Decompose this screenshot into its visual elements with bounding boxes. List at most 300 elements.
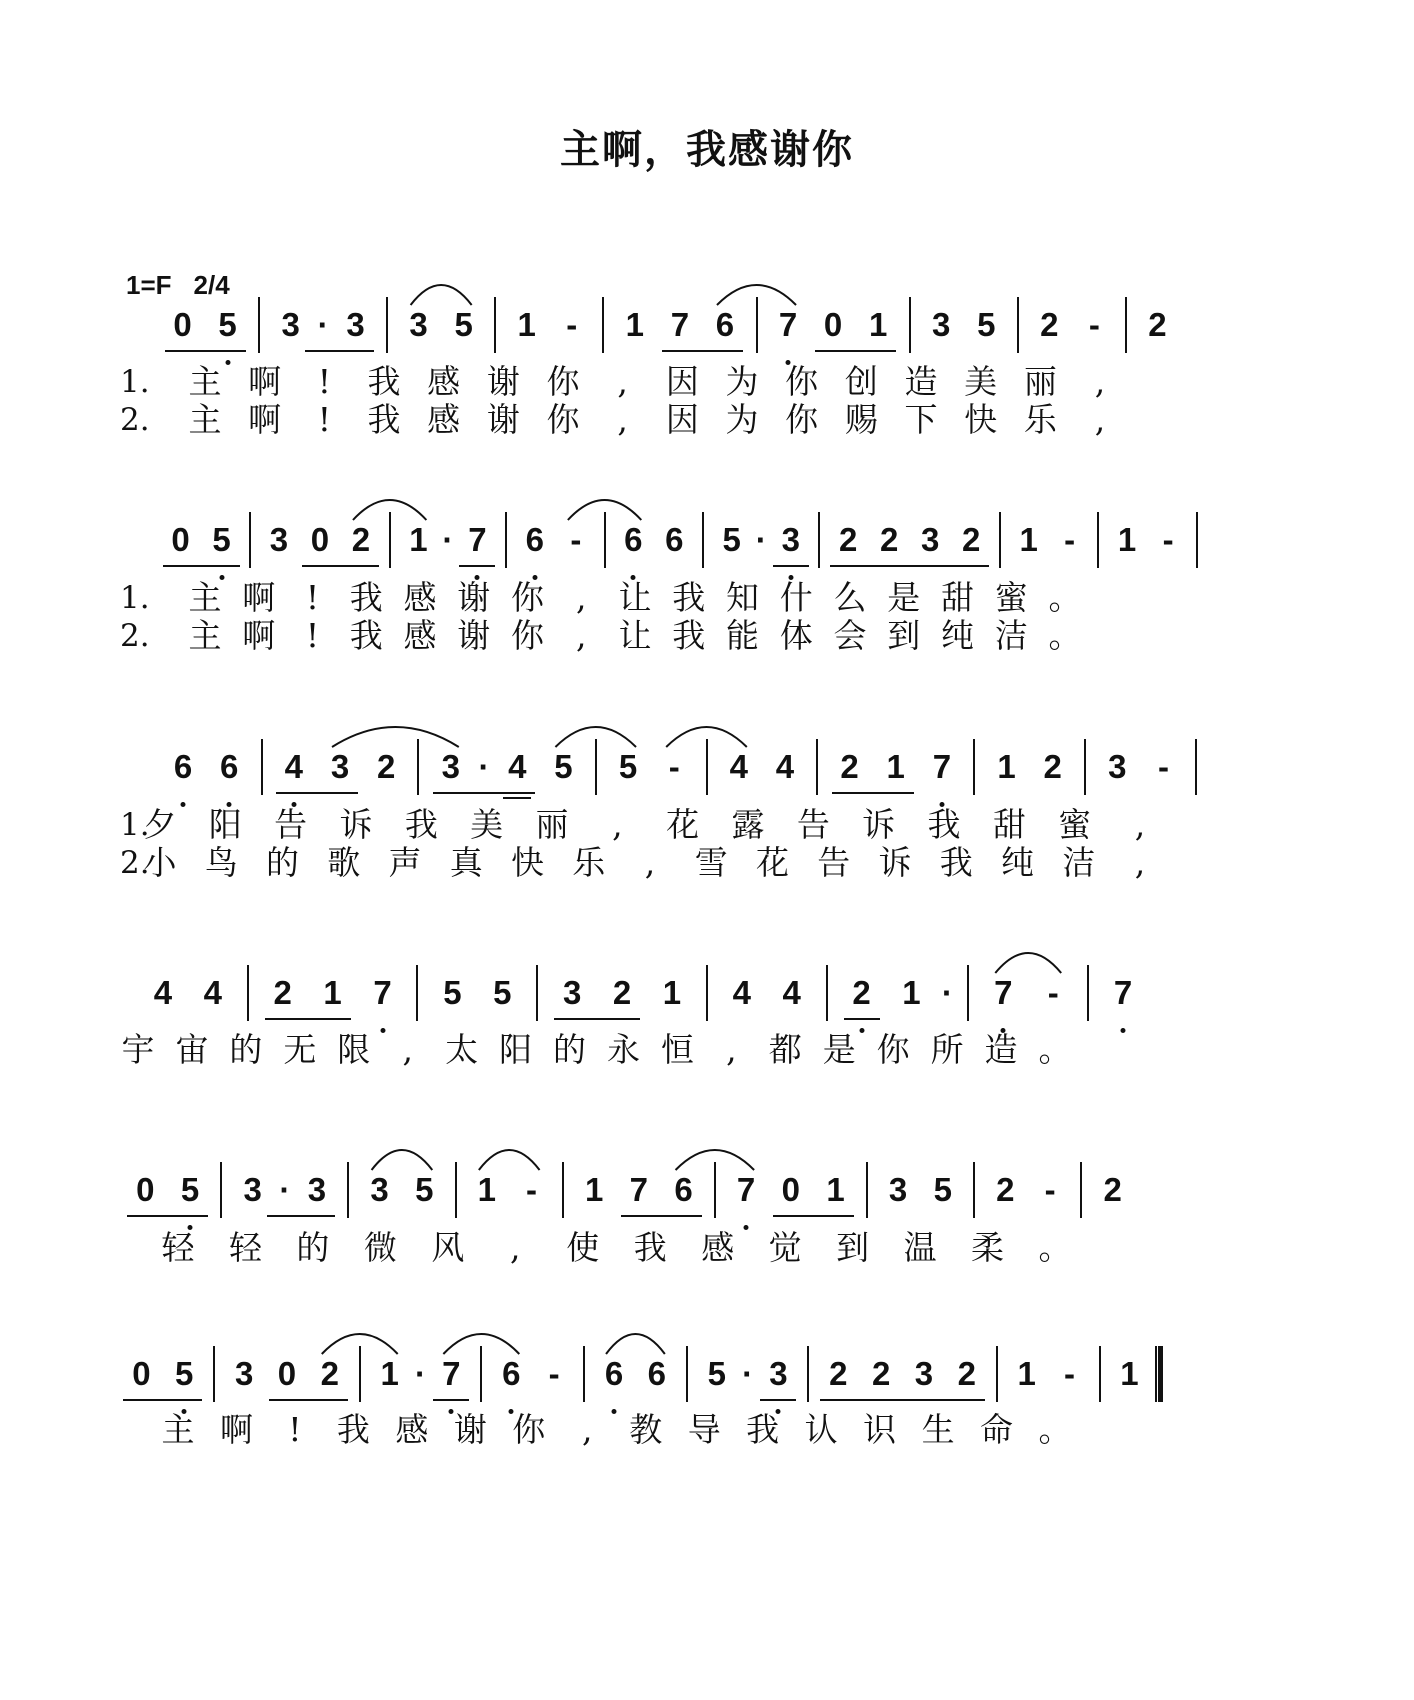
note: 5 bbox=[722, 521, 741, 558]
note: 4 bbox=[775, 748, 795, 785]
note: 6 bbox=[220, 748, 239, 785]
lyric-char: 柔 bbox=[971, 1228, 1005, 1267]
lyric-char: 无 bbox=[283, 1030, 317, 1069]
dash-extension: - bbox=[668, 748, 680, 785]
eighth-beam bbox=[433, 792, 535, 794]
lyric-char: 赐 bbox=[844, 400, 878, 439]
note: 0 bbox=[171, 521, 190, 558]
tie-layer bbox=[0, 275, 1414, 315]
lyric-char: 露 bbox=[731, 805, 765, 844]
lyric-char: 啊 bbox=[242, 616, 276, 655]
lyric-char: ! bbox=[305, 616, 320, 655]
dash-extension: - bbox=[1044, 1171, 1056, 1208]
lyric-char: 花 bbox=[756, 843, 789, 882]
note: 1 bbox=[1117, 521, 1137, 558]
tie-layer bbox=[0, 1324, 1414, 1364]
lyric-char: 感 bbox=[427, 362, 461, 401]
eighth-beam bbox=[773, 1215, 854, 1217]
lyric-char: 是 bbox=[822, 1030, 856, 1069]
lyric-char: 快 bbox=[511, 843, 544, 882]
dash-extension: - bbox=[1088, 306, 1100, 343]
lyric-char: 告 bbox=[796, 805, 830, 844]
lyric-char: 你 bbox=[546, 362, 580, 401]
note: 5 bbox=[618, 748, 638, 785]
lyric-char: 能 bbox=[726, 616, 759, 655]
eighth-beam bbox=[276, 792, 358, 794]
note: 5 bbox=[175, 1355, 194, 1392]
lyric-char: ! bbox=[317, 362, 331, 401]
note: 2 bbox=[962, 521, 981, 558]
tie-arc bbox=[666, 727, 747, 747]
lyric-char: 主 bbox=[188, 400, 222, 439]
lyric-char: 。 bbox=[1048, 616, 1082, 655]
lyric-char: 蜜 bbox=[1058, 805, 1092, 844]
lyric-char: 创 bbox=[844, 362, 878, 401]
eighth-beam bbox=[830, 565, 989, 567]
lyric-char: 真 bbox=[449, 843, 483, 882]
note: 5 bbox=[218, 306, 237, 343]
lyric-char: 鸟 bbox=[204, 843, 238, 882]
note: 1 bbox=[517, 306, 536, 343]
note: 7 bbox=[442, 1355, 461, 1392]
notation-line bbox=[0, 747, 1414, 807]
note: 0 bbox=[277, 1355, 297, 1392]
lyric-line bbox=[0, 362, 1414, 402]
eighth-beam bbox=[844, 1018, 880, 1020]
lyric-char: 花 bbox=[666, 805, 700, 844]
note: 2 bbox=[351, 521, 371, 558]
lyric-char: 洁 bbox=[994, 616, 1028, 655]
tie-arc bbox=[332, 727, 459, 747]
lyric-char: 风 bbox=[431, 1228, 465, 1267]
eighth-beam bbox=[269, 1399, 348, 1401]
lyric-char: 声 bbox=[388, 843, 422, 882]
lyric-char: 我 bbox=[367, 400, 401, 439]
verse-number: 2. bbox=[120, 402, 150, 438]
eighth-beam bbox=[305, 350, 373, 352]
time-signature: 2/4 bbox=[193, 270, 230, 300]
notation-line bbox=[0, 1354, 1414, 1414]
lyric-char: 。 bbox=[1038, 1030, 1072, 1069]
lyric-char: 感 bbox=[427, 400, 461, 439]
augmentation-dot: · bbox=[755, 521, 767, 558]
lyric-char: , bbox=[402, 1030, 413, 1069]
note: 3 bbox=[269, 521, 289, 558]
lyric-char: 我 bbox=[927, 805, 961, 844]
note: 4 bbox=[203, 974, 223, 1011]
lyric-char: 纯 bbox=[1001, 843, 1034, 882]
lyric-char: 阳 bbox=[208, 805, 242, 844]
lyric-char: 我 bbox=[349, 616, 383, 655]
note: 3 bbox=[409, 306, 428, 343]
lyric-char: , bbox=[726, 1030, 737, 1069]
augmentation-dot: · bbox=[941, 974, 953, 1011]
lyric-char: , bbox=[617, 400, 628, 439]
lyric-char: 。 bbox=[1038, 1228, 1072, 1267]
note: 3 bbox=[330, 748, 350, 785]
lyric-char: 体 bbox=[779, 616, 813, 655]
lyric-char: 小 bbox=[143, 843, 177, 882]
tie-arc bbox=[995, 953, 1061, 973]
lyric-char: 谢 bbox=[486, 400, 520, 439]
note: 6 bbox=[173, 748, 193, 785]
eighth-beam bbox=[815, 350, 896, 352]
note: 6 bbox=[647, 1355, 667, 1392]
note: 0 bbox=[136, 1171, 155, 1208]
note: 2 bbox=[957, 1355, 976, 1392]
note: 4 bbox=[782, 974, 801, 1011]
eighth-beam bbox=[265, 1018, 351, 1020]
note: 5 bbox=[454, 306, 473, 343]
lyric-char: 蜜 bbox=[994, 578, 1028, 617]
note: 2 bbox=[840, 748, 859, 785]
tie-arc bbox=[411, 285, 472, 305]
lyric-char: 教 bbox=[629, 1410, 663, 1449]
eighth-beam bbox=[459, 565, 495, 567]
eighth-beam bbox=[267, 1215, 335, 1217]
note: 1 bbox=[477, 1171, 497, 1208]
lyric-char: 认 bbox=[804, 1410, 838, 1449]
lyric-char: 你 bbox=[511, 616, 544, 655]
lyric-char: 甜 bbox=[941, 578, 974, 617]
lyric-char: 夕 bbox=[143, 805, 177, 844]
note: 0 bbox=[781, 1171, 800, 1208]
tie-layer bbox=[0, 943, 1414, 983]
lyric-char: 使 bbox=[566, 1228, 600, 1267]
note: 1 bbox=[1017, 1355, 1036, 1392]
lyric-char: 导 bbox=[687, 1410, 721, 1449]
lyric-char: 因 bbox=[665, 362, 699, 401]
note: 2 bbox=[839, 521, 858, 558]
note: 3 bbox=[307, 1171, 327, 1208]
lyric-char: 乐 bbox=[1023, 400, 1057, 439]
note: 0 bbox=[173, 306, 192, 343]
lyric-char: 微 bbox=[363, 1228, 397, 1267]
augmentation-dot: · bbox=[415, 1355, 427, 1392]
notation-line bbox=[0, 520, 1414, 580]
note: 0 bbox=[132, 1355, 151, 1392]
eighth-beam bbox=[773, 565, 809, 567]
lyric-char: 我 bbox=[939, 843, 973, 882]
note: 5 bbox=[212, 521, 231, 558]
note: 5 bbox=[707, 1355, 726, 1392]
note: 3 bbox=[281, 306, 300, 343]
lyric-char: , bbox=[617, 362, 628, 401]
lyric-char: 主 bbox=[188, 578, 222, 617]
lyric-char: 啊 bbox=[248, 400, 282, 439]
lyric-char: 造 bbox=[984, 1030, 1018, 1069]
note: 1 bbox=[323, 974, 342, 1011]
lyric-line bbox=[0, 843, 1414, 883]
note: 3 bbox=[914, 1355, 934, 1392]
note: 0 bbox=[823, 306, 843, 343]
eighth-beam bbox=[302, 565, 379, 567]
lyric-char: 诉 bbox=[862, 805, 896, 844]
note: 1 bbox=[1120, 1355, 1139, 1392]
note: 1 bbox=[902, 974, 921, 1011]
lyric-char: 下 bbox=[904, 400, 938, 439]
lyric-char: 的 bbox=[296, 1228, 330, 1267]
lyric-char: 我 bbox=[672, 578, 706, 617]
lyric-char: 永 bbox=[606, 1030, 640, 1069]
eighth-beam bbox=[760, 1399, 796, 1401]
lyric-char: 你 bbox=[512, 1410, 546, 1449]
note: 2 bbox=[852, 974, 871, 1011]
lyric-char: , bbox=[644, 843, 656, 882]
note: 1 bbox=[826, 1171, 845, 1208]
lyric-char: 让 bbox=[618, 578, 652, 617]
lyric-char: 谢 bbox=[457, 616, 491, 655]
key-signature: 1=F bbox=[126, 270, 172, 300]
lyric-line bbox=[0, 1228, 1414, 1268]
note: 5 bbox=[554, 748, 573, 785]
lyric-char: 我 bbox=[746, 1410, 780, 1449]
lyric-char: 宙 bbox=[175, 1030, 209, 1069]
lyric-char: , bbox=[576, 578, 587, 617]
lyric-char: 限 bbox=[337, 1030, 371, 1069]
lyric-char: 你 bbox=[785, 400, 819, 439]
note: 7 bbox=[373, 974, 392, 1011]
lyric-char: 到 bbox=[836, 1228, 870, 1267]
note: 3 bbox=[921, 521, 940, 558]
eighth-beam bbox=[123, 1399, 202, 1401]
lyric-char: 觉 bbox=[768, 1228, 802, 1267]
lyric-char: ! bbox=[317, 400, 331, 439]
note: 4 bbox=[732, 974, 751, 1011]
lyric-char: 感 bbox=[701, 1228, 735, 1267]
note: 5 bbox=[443, 974, 462, 1011]
dash-extension: - bbox=[1162, 521, 1174, 558]
lyric-char: 我 bbox=[672, 616, 706, 655]
note: 7 bbox=[994, 974, 1013, 1011]
note: 2 bbox=[829, 1355, 848, 1392]
lyric-char: 丽 bbox=[535, 805, 569, 844]
lyric-char: 感 bbox=[403, 578, 437, 617]
lyric-char: 主 bbox=[161, 1410, 195, 1449]
lyric-char: 太 bbox=[445, 1030, 479, 1069]
lyric-char: , bbox=[1094, 362, 1106, 401]
notation-line bbox=[0, 1170, 1414, 1230]
note: 2 bbox=[996, 1171, 1015, 1208]
note: 2 bbox=[880, 521, 899, 558]
lyric-char: 识 bbox=[863, 1410, 897, 1449]
tie-layer bbox=[0, 717, 1414, 757]
notation-line bbox=[0, 973, 1414, 1033]
note: 1 bbox=[868, 306, 888, 343]
note: 3 bbox=[1108, 748, 1127, 785]
tie-arc bbox=[555, 727, 636, 747]
lyric-char: 美 bbox=[470, 805, 504, 844]
lyric-char: 你 bbox=[785, 362, 819, 401]
note: 1 bbox=[380, 1355, 399, 1392]
dash-extension: - bbox=[1064, 521, 1076, 558]
lyric-char: , bbox=[1134, 805, 1146, 844]
dash-extension: - bbox=[570, 521, 582, 558]
lyric-char: 的 bbox=[266, 843, 299, 882]
note: 3 bbox=[234, 1355, 254, 1392]
lyric-line bbox=[0, 1030, 1414, 1070]
tie-arc bbox=[676, 1150, 755, 1170]
note: 7 bbox=[468, 521, 487, 558]
note: 7 bbox=[670, 306, 690, 343]
lyric-char: ! bbox=[305, 578, 320, 617]
lyric-char: 啊 bbox=[248, 362, 282, 401]
verse-number: 1. bbox=[120, 364, 150, 400]
lyric-char: 什 bbox=[779, 578, 813, 617]
note: 1 bbox=[886, 748, 905, 785]
eighth-beam bbox=[662, 350, 743, 352]
lyric-char: 都 bbox=[768, 1030, 802, 1069]
augmentation-dot: · bbox=[442, 521, 454, 558]
lyric-char: 主 bbox=[188, 616, 222, 655]
lyric-char: 纯 bbox=[941, 616, 974, 655]
note: 2 bbox=[1103, 1171, 1122, 1208]
lyric-line bbox=[0, 616, 1414, 656]
lyric-char: , bbox=[612, 805, 623, 844]
lyric-char: 洁 bbox=[1062, 843, 1096, 882]
note: 2 bbox=[273, 974, 292, 1011]
note: 6 bbox=[674, 1171, 693, 1208]
note: 2 bbox=[1040, 306, 1059, 343]
lyric-char: 轻 bbox=[228, 1228, 262, 1267]
lyric-char: 我 bbox=[633, 1228, 667, 1267]
lyric-char: 我 bbox=[349, 578, 383, 617]
lyric-char: 谢 bbox=[486, 362, 520, 401]
lyric-char: 温 bbox=[903, 1228, 937, 1267]
lyric-char: 乐 bbox=[572, 843, 606, 882]
tie-layer bbox=[0, 1140, 1414, 1180]
notation-line bbox=[0, 305, 1414, 365]
lyric-char: 到 bbox=[887, 616, 921, 655]
note: 1 bbox=[1019, 521, 1038, 558]
tie-arc bbox=[353, 500, 426, 520]
note: 5 bbox=[977, 306, 996, 343]
lyric-char: 会 bbox=[833, 616, 867, 655]
note: 6 bbox=[665, 521, 684, 558]
eighth-beam bbox=[433, 1399, 469, 1401]
verse-number: 1. bbox=[120, 580, 150, 616]
note: 3 bbox=[243, 1171, 262, 1208]
tie-arc bbox=[479, 1150, 540, 1170]
lyric-char: 诉 bbox=[878, 843, 912, 882]
note: 6 bbox=[525, 521, 545, 558]
eighth-beam bbox=[820, 1399, 984, 1401]
note: 3 bbox=[562, 974, 582, 1011]
augmentation-dot: · bbox=[742, 1355, 754, 1392]
lyric-char: 。 bbox=[1048, 578, 1082, 617]
lyric-char: 的 bbox=[553, 1030, 587, 1069]
dash-extension: - bbox=[1064, 1355, 1076, 1392]
lyric-char: 我 bbox=[404, 805, 438, 844]
lyric-char: 歌 bbox=[327, 843, 361, 882]
lyric-char: 雪 bbox=[694, 843, 728, 882]
lyric-char: 快 bbox=[964, 400, 998, 439]
note: 2 bbox=[871, 1355, 891, 1392]
note: 2 bbox=[1148, 306, 1167, 343]
lyric-char: , bbox=[1134, 843, 1146, 882]
eighth-beam bbox=[127, 1215, 208, 1217]
eighth-beam bbox=[621, 1215, 702, 1217]
lyric-char: 是 bbox=[887, 578, 921, 617]
lyric-char: 甜 bbox=[992, 805, 1026, 844]
lyric-char: 你 bbox=[876, 1030, 910, 1069]
note: 3 bbox=[769, 1355, 788, 1392]
lyric-line bbox=[0, 805, 1414, 845]
note: 1 bbox=[409, 521, 428, 558]
lyric-char: 主 bbox=[188, 362, 222, 401]
lyric-line bbox=[0, 400, 1414, 440]
augmentation-dot: · bbox=[279, 1171, 291, 1208]
tie-layer bbox=[0, 490, 1414, 530]
dash-extension: - bbox=[548, 1355, 560, 1392]
lyric-char: 你 bbox=[511, 578, 544, 617]
lyric-char: 生 bbox=[921, 1410, 955, 1449]
lyric-char: 谢 bbox=[457, 578, 491, 617]
lyric-char: 宇 bbox=[121, 1030, 155, 1069]
tie-arc bbox=[443, 1334, 519, 1354]
tie-arc bbox=[372, 1150, 433, 1170]
note: 7 bbox=[1113, 974, 1133, 1011]
note: 3 bbox=[781, 521, 800, 558]
note: 6 bbox=[715, 306, 735, 343]
lyric-char: 我 bbox=[336, 1410, 370, 1449]
eighth-beam bbox=[832, 792, 914, 794]
lyric-char: 谢 bbox=[453, 1410, 487, 1449]
sixteenth-beam bbox=[503, 797, 531, 799]
lyric-char: 所 bbox=[930, 1030, 964, 1069]
note: 4 bbox=[729, 748, 748, 785]
lyric-char: 为 bbox=[725, 362, 759, 401]
note: 1 bbox=[997, 748, 1016, 785]
verse-number: 1. bbox=[120, 807, 150, 843]
note: 1 bbox=[662, 974, 682, 1011]
lyric-line bbox=[0, 578, 1414, 618]
eighth-beam bbox=[165, 350, 246, 352]
lyric-char: 的 bbox=[229, 1030, 263, 1069]
lyric-char: 啊 bbox=[219, 1410, 253, 1449]
lyric-char: , bbox=[1094, 400, 1106, 439]
lyric-char: 阳 bbox=[499, 1030, 533, 1069]
lyric-char: , bbox=[576, 616, 587, 655]
note: 2 bbox=[1043, 748, 1062, 785]
lyric-char: 诉 bbox=[339, 805, 373, 844]
lyric-char: 感 bbox=[403, 616, 437, 655]
note: 6 bbox=[624, 521, 643, 558]
note: 2 bbox=[320, 1355, 339, 1392]
dash-extension: - bbox=[566, 306, 578, 343]
eighth-beam bbox=[163, 565, 240, 567]
note: 7 bbox=[629, 1171, 649, 1208]
lyric-char: , bbox=[582, 1410, 593, 1449]
lyric-char: 让 bbox=[618, 616, 652, 655]
note: 7 bbox=[778, 306, 798, 343]
lyric-char: 你 bbox=[546, 400, 580, 439]
note: 5 bbox=[415, 1171, 434, 1208]
lyric-char: 因 bbox=[665, 400, 699, 439]
dash-extension: - bbox=[526, 1171, 538, 1208]
lyric-char: 轻 bbox=[161, 1228, 195, 1267]
tie-arc bbox=[322, 1334, 398, 1354]
lyric-char: 我 bbox=[367, 362, 401, 401]
note: 6 bbox=[502, 1355, 521, 1392]
lyric-char: , bbox=[510, 1228, 521, 1267]
note: 7 bbox=[932, 748, 952, 785]
note: 1 bbox=[625, 306, 645, 343]
note: 4 bbox=[284, 748, 304, 785]
lyric-char: 感 bbox=[395, 1410, 429, 1449]
note: 3 bbox=[888, 1171, 908, 1208]
tie-arc bbox=[717, 285, 796, 305]
